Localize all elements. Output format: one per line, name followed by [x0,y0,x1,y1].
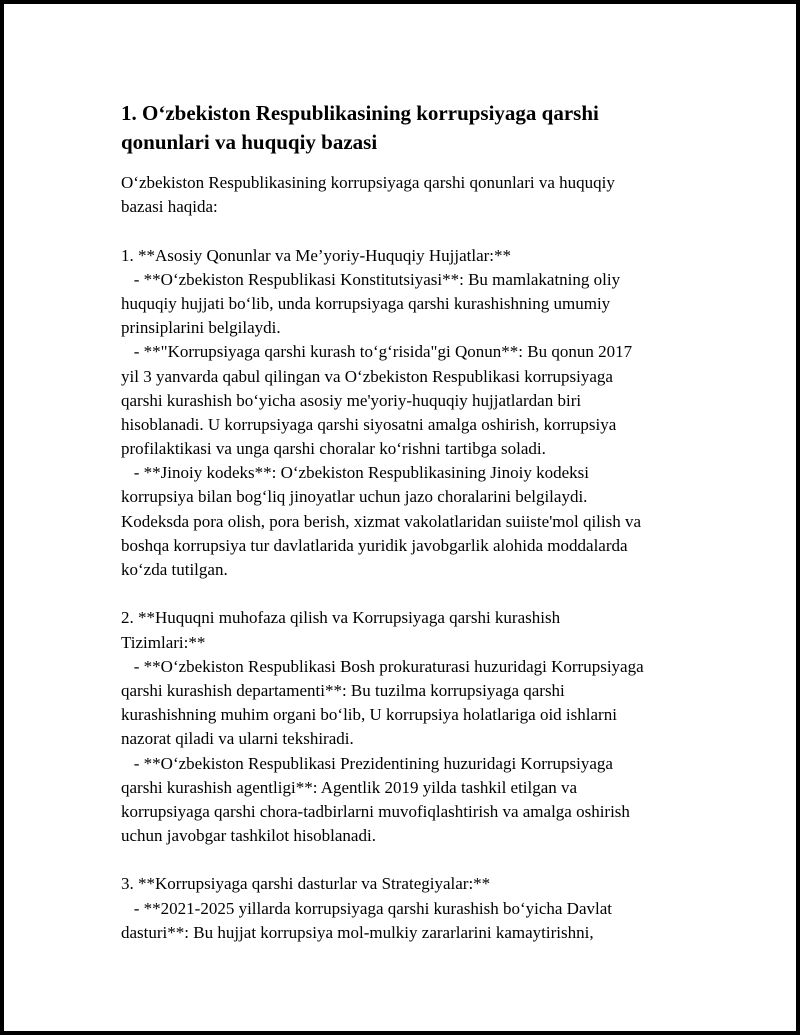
text-line: hisoblanadi. U korrupsiyaga qarshi siyosatni amalga oshirish, korrupsiya [121,414,617,434]
text-line: qarshi kurashish boʻyicha asosiy me'yoriy-huquqiy hujjatlardan biri [121,390,582,410]
text-line: 2. **Huquqni muhofaza qilish va Korrupsiyaga qarshi kurashish [121,608,561,628]
text-line: 1. **Asosiy Qonunlar va Me’yoriy-Huquqiy Hujjatlar:** [121,245,511,265]
text-line: Kodeksda pora olish, pora berish, xizmat vakolatlaridan suiiste'mol qilish va [121,511,642,531]
text-line: korrupsiyaga qarshi chora-tadbirlarni muvofiqlashtirish va amalga oshirish [121,801,630,821]
text-line: prinsiplarini belgilaydi. [121,318,281,338]
blank-line [121,848,701,872]
text-line: Tizimlari:** [121,632,206,652]
text-line: huquqiy hujjati boʻlib, unda korrupsiyaga qarshi kurashishning umumiy [121,293,611,313]
document-text [121,171,701,945]
text-line: korrupsiya bilan bogʻliq jinoyatlar uchun jazo choralarini belgilaydi. [121,487,588,507]
text-line: bazasi haqida: [121,197,218,217]
text-line: uchun javobgar tashkilot hisoblanadi. [121,826,376,846]
text-line: profilaktikasi va unga qarshi choralar koʻrishni tartibga soladi. [121,439,546,459]
text-line: yil 3 yanvarda qabul qilingan va Oʻzbekiston Respublikasi korrupsiyaga [121,366,613,386]
document-title: 1. Oʻzbekiston Respublikasining korrupsiyaga qarshi qonunlari va huquqiy bazasi [121,101,599,154]
blank-line [121,582,701,606]
text-line: kurashishning muhim organi boʻlib, U korrupsiya holatlariga oid ishlarni [121,705,617,725]
document-body [121,99,701,945]
text-line: dasturi**: Bu hujjat korrupsiya mol-mulkiy zararlarini kamaytirishni, [121,922,594,942]
text-line: Oʻzbekiston Respublikasining korrupsiyaga qarshi qonunlari va huquqiy [121,173,615,192]
text-line: - **Oʻzbekiston Respublikasi Prezidentining huzuridagi Korrupsiyaga [121,753,613,773]
text-line: qarshi kurashish departamenti**: Bu tuzilma korrupsiyaga qarshi [121,680,565,700]
text-line: koʻzda tutilgan. [121,560,228,579]
text-line: boshqa korrupsiya tur davlatlarida yuridik javobgarlik alohida moddalarda [121,535,628,555]
text-line: 3. **Korrupsiyaga qarshi dasturlar va Strategiyalar:** [121,874,491,894]
text-line: - **Oʻzbekiston Respublikasi Bosh prokuraturasi huzuridagi Korrupsiyaga [121,656,644,676]
text-line: - **"Korrupsiyaga qarshi kurash toʻgʻrisida"gi Qonun**: Bu qonun 2017 [121,342,633,362]
blank-line [121,219,701,243]
text-line: qarshi kurashish agentligi**: Agentlik 2019 yilda tashkil etilgan va [121,777,578,797]
text-line: - **Jinoiy kodeks**: Oʻzbekiston Respublikasining Jinoiy kodeksi [121,463,589,483]
text-line: - **2021-2025 yillarda korrupsiyaga qarshi kurashish boʻyicha Davlat [121,898,612,918]
text-line: - **Oʻzbekiston Respublikasi Konstitutsiyasi**: Bu mamlakatning oliy [121,269,621,289]
text-line: nazorat qiladi va ularni tekshiradi. [121,729,354,749]
